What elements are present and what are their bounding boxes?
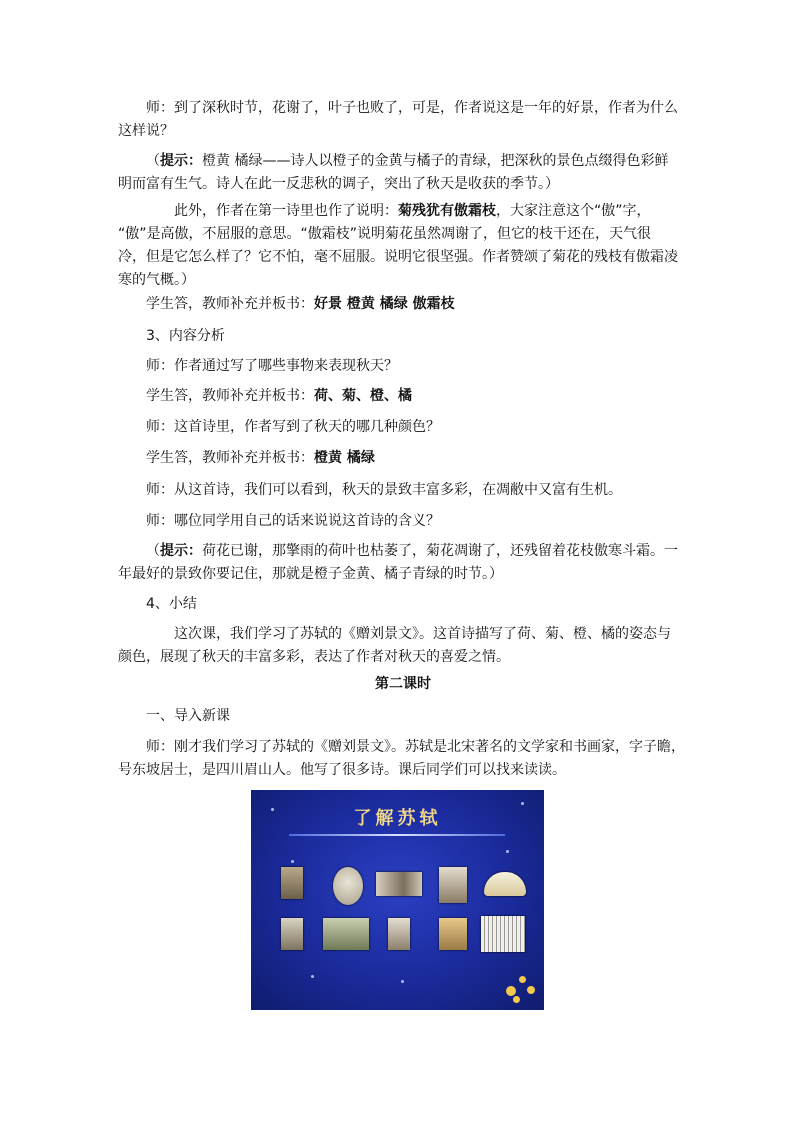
paw-icon [527,986,535,994]
text: 学生答，教师补充并板书： [146,450,314,466]
text: 明而富有生气。诗人在此一反悲秋的调子，突出了秋天是收获的季节。） [118,176,559,192]
text: 师：哪位同学用自己的话来说说这首诗的含义？ [146,513,440,529]
paragraph-board-1 [118,293,688,316]
text: 师：刚才我们学习了苏轼的《赠刘景文》。苏轼是北宋著名的文学家和书画家，字子瞻， [146,739,685,755]
section-heading-content-analysis [118,325,688,348]
text: 号东坡居士，是四川眉山人。他写了很多诗。课后同学们可以找来读读。 [118,762,566,778]
text: 荷花已谢，那擎雨的荷叶也枯萎了，菊花凋谢了，还残留着花枝傲寒斗霜。一 [202,543,678,559]
text: 颜色，展现了秋天的丰富多彩，表达了作者对秋天的喜爱之情。 [118,649,510,665]
text: 师：到了深秋时节，花谢了，叶子也败了，可是，作者说这是一年的好景，作者为什么 [146,100,678,116]
text: 学生答，教师补充并板书： [146,296,314,312]
text: ，大家注意这个“傲”字， [496,203,651,219]
paragraph-hint-1 [118,150,688,196]
hint-label: 提示： [160,153,202,169]
heading-text: 第二课时 [375,676,431,692]
paragraph-teacher-statement [118,479,688,502]
text: 年最好的景致你要记住，那就是橙子金黄、橘子青绿的时节。） [118,566,503,582]
figure-thumb [439,867,467,903]
section-heading-summary [118,593,688,616]
paragraph-explanation [118,200,688,292]
paragraph-board-2 [118,385,688,408]
text: 这样说？ [118,123,174,139]
star-decoration [506,850,509,853]
poem-line: 菊残犹有傲霜枝 [398,203,496,219]
text: 此外，作者在第一诗里也作了说明： [174,203,398,219]
title-underline [289,834,505,836]
paragraph-board-3 [118,447,688,470]
slide-image [251,790,544,1010]
figure-thumb [439,918,467,950]
board-text: 橙黄 橘绿 [314,450,375,466]
figure-thumb [388,918,410,950]
portrait-thumb [281,867,303,899]
text: “傲”是高傲，不屈服的意思。“傲霜枝”说明菊花虽然凋谢了，但它的枝干还在，天气很 [118,226,652,242]
landscape-thumb [323,918,369,950]
lesson-two-heading [118,673,688,696]
section-heading-intro [118,705,688,728]
slide-title: 了解苏轼 [353,808,442,829]
text: 师：这首诗里，作者写到了秋天的哪几种颜色？ [146,419,440,435]
hint-label: 提示： [160,543,202,559]
text: （ [146,153,160,169]
paragraph-teacher-question-3 [118,416,688,439]
paw-icon [519,976,526,983]
text: （ [146,543,160,559]
calligraphy-thumb [481,916,525,952]
paragraph-teacher-question-1 [118,97,688,143]
star-decoration [401,980,404,983]
text: 寒的气概。） [118,272,195,288]
text: 3、内容分析 [146,328,225,344]
text: 学生答，教师补充并板书： [146,388,314,404]
paw-icon [513,996,520,1003]
statue-thumb [333,867,363,905]
board-text: 好景 橙黄 橘绿 傲霜枝 [314,296,455,312]
paw-icon [506,986,516,996]
text: 4、小结 [146,596,197,612]
paragraph-summary [118,623,688,669]
star-decoration [291,860,294,863]
text: 橙黄 橘绿——诗人以橙子的金黄与橘子的青绿，把深秋的景色点缀得色彩鲜 [202,153,669,169]
text: 师：作者通过写了哪些事物来表现秋天？ [146,358,398,374]
paragraph-hint-2 [118,540,688,586]
text: 师：从这首诗，我们可以看到，秋天的景致丰富多彩，在凋敝中又富有生机。 [146,482,622,498]
board-text: 荷、菊、橙、橘 [314,388,412,404]
figure-thumb [281,918,303,950]
text: 一、导入新课 [146,708,230,724]
text: 冷，但是它怎么样了？它不怕，毫不屈服。说明它很坚强。作者赞颂了菊花的残枝有傲霜凌 [118,249,678,265]
paragraph-teacher-question-2 [118,355,688,378]
fan-thumb [484,872,526,896]
paragraph-sushi-intro [118,736,688,782]
star-decoration [311,975,314,978]
text: 这次课，我们学习了苏轼的《赠刘景文》。这首诗描写了荷、菊、橙、橘的姿态与 [174,626,671,642]
paragraph-teacher-question-4 [118,510,688,533]
painting-thumb [376,872,422,896]
